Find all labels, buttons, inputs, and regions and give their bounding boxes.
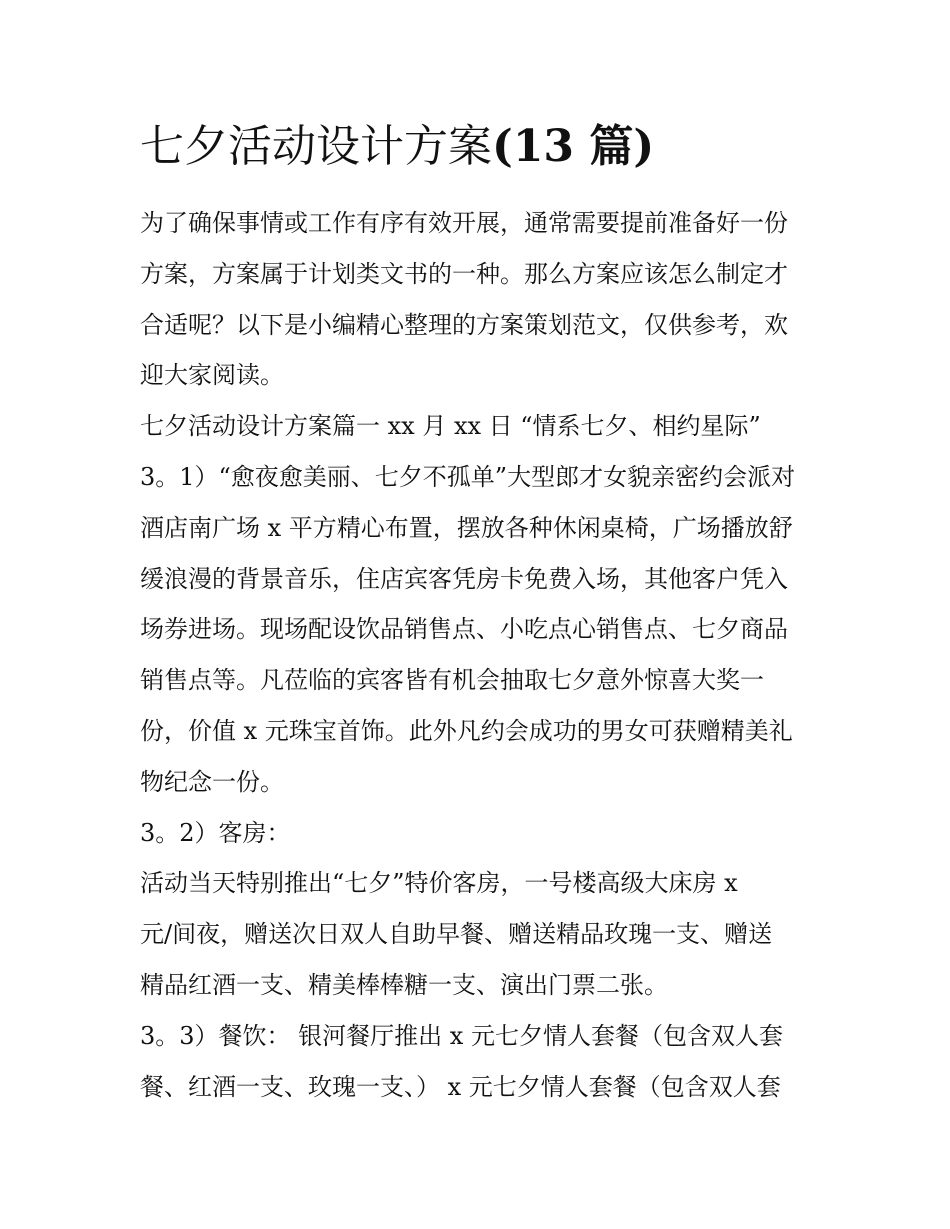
body-line: 为了确保事情或工作有序有效开展，通常需要提前准备好一份 [140, 209, 788, 237]
title-count-text: (13 篇) [492, 121, 655, 172]
body-line: 活动当天特别推出“七夕”特价客房，一号楼高级大床房 x [140, 869, 738, 898]
body-line: 场券进场。现场配设饮品销售点、小吃点心销售点、七夕商品 [140, 615, 788, 644]
body-line: 缓浪漫的背景音乐，住店宾客凭房卡免费入场，其他客户凭入 [140, 564, 788, 593]
body-line: 迎大家阅读。 [140, 361, 284, 390]
body-line: 物纪念一份。 [140, 767, 284, 796]
body-line: 3。1）“愈夜愈美丽、七夕不孤单”大型郎才女貌亲密约会派对 [140, 462, 796, 491]
title-main-text: 七夕活动设计方案 [140, 121, 492, 172]
body-line: 精品红酒一支、精美棒棒糖一支、演出门票二张。 [140, 970, 668, 999]
document-body [140, 198, 815, 1112]
document-title [140, 115, 840, 179]
body-line: 元/间夜，赠送次日双人自助早餐、赠送精品玫瑰一支、赠送 [140, 920, 773, 949]
body-line: 份，价值 x 元珠宝首饰。此外凡约会成功的男女可获赠精美礼 [140, 716, 793, 745]
body-line: 3。3）餐饮： 银河餐厅推出 x 元七夕情人套餐（包含双人套 [140, 1021, 783, 1050]
body-line: 合适呢？以下是小编精心整理的方案策划范文，仅供参考，欢 [140, 310, 788, 339]
section-heading-line: 七夕活动设计方案篇一 xx 月 xx 日 “情系七夕、相约星际” [140, 412, 761, 441]
body-line: 销售点等。凡莅临的宾客皆有机会抽取七夕意外惊喜大奖一 [140, 666, 764, 695]
body-line: 方案，方案属于计划类文书的一种。那么方案应该怎么制定才 [140, 259, 788, 288]
body-line: 酒店南广场 x 平方精心布置，摆放各种休闲桌椅，广场播放舒 [140, 513, 793, 542]
body-line: 餐、红酒一支、玫瑰一支、） x 元七夕情人套餐（包含双人套 [140, 1072, 781, 1101]
subsection-heading-line: 3。2）客房： [140, 818, 291, 847]
